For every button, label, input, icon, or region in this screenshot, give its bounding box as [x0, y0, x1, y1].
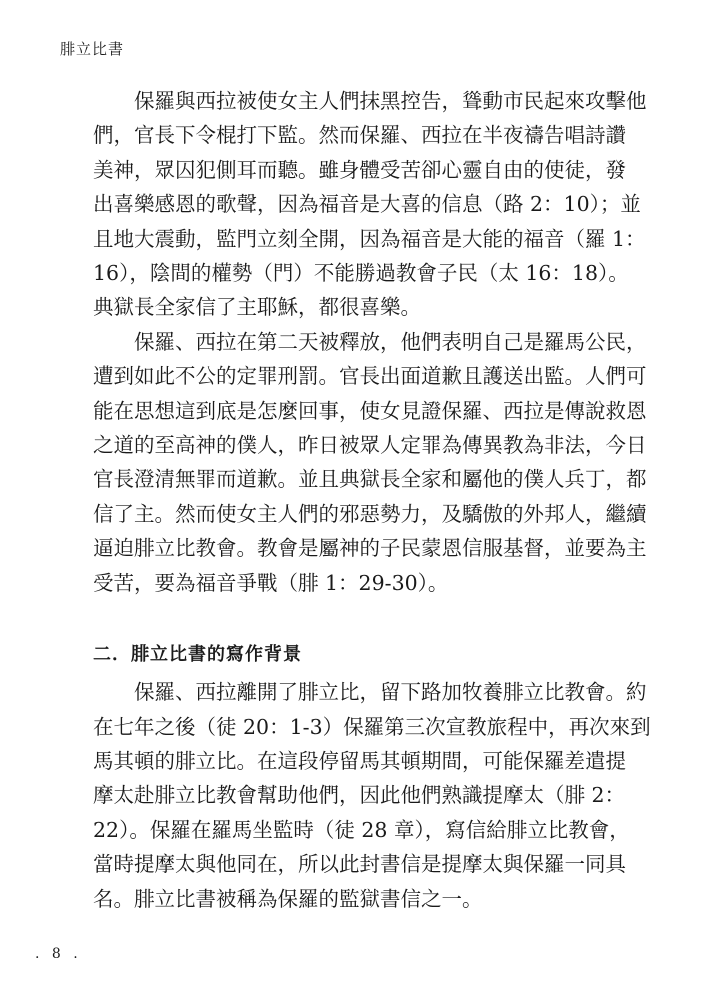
running-header: 腓立比書	[60, 40, 125, 58]
body-paragraph	[93, 325, 647, 600]
text-line: 且地大震動，監門立刻全開，因為福音是大能的福音（羅 1：	[93, 226, 646, 251]
text-line: 遭到如此不公的定罪刑罰。官長出面道歉且護送出監。人們可	[93, 364, 647, 389]
text-line: 保羅與西拉被使女主人們抹黑控告，聳動市民起來攻擊他	[134, 89, 647, 113]
text-line: 典獄長全家信了主耶穌，都很喜樂。	[93, 295, 421, 320]
text-line: 名。腓立比書被稱為保羅的監獄書信之一。	[93, 886, 483, 911]
text-line: 信了主。然而使女主人們的邪惡勢力，及驕傲的外邦人，繼續	[93, 501, 647, 526]
text-line: 摩太赴腓立比教會幫助他們，因此他們熟識提摩太（腓 2：	[93, 783, 626, 808]
text-line: 出喜樂感恩的歌聲，因為福音是大喜的信息（路 2：10）；並	[93, 192, 641, 217]
text-line: 之道的至高神的僕人，昨日被眾人定罪為傳異教為非法，今日	[93, 433, 647, 458]
text-line: 受苦，要為福音爭戰（腓 1：29-30）。	[93, 570, 449, 595]
text-line: 保羅、西拉在第二天被釋放，他們表明自己是羅馬公民，	[134, 329, 647, 354]
text-line: 馬其頓的腓立比。在這段停留馬其頓期間，可能保羅差遣提	[93, 748, 626, 773]
section-heading: 二．腓立比書的寫作背景	[93, 644, 302, 666]
text-line: 官長澄清無罪而道歉。並且典獄長全家和屬他的僕人兵丁，都	[93, 467, 647, 492]
text-line: 在七年之後（徒 20：1-3）保羅第三次宣教旅程中，再次來到	[93, 714, 651, 739]
page-number: . 8 .	[35, 946, 82, 962]
text-line: 16），陰間的權勢（門）不能勝過教會子民（太 16：18）。	[93, 261, 629, 286]
text-line: 能在思想這到底是怎麼回事，使女見證保羅、西拉是傳說救恩	[93, 398, 647, 423]
text-line: 22）。保羅在羅馬坐監時（徒 28 章），寫信給腓立比教會，	[93, 817, 630, 842]
text-line: 逼迫腓立比教會。教會是屬神的子民蒙恩信服基督，並要為主	[93, 536, 647, 561]
body-paragraph	[93, 84, 647, 325]
text-line: 當時提摩太與他同在，所以此封書信是提摩太與保羅一同具	[93, 852, 626, 877]
body-paragraph	[93, 675, 651, 916]
page-body	[93, 84, 651, 916]
text-line: 保羅、西拉離開了腓立比，留下路加牧養腓立比教會。約	[134, 680, 647, 705]
text-line: 們，官長下令棍打下監。然而保羅、西拉在半夜禱告唱詩讚	[93, 123, 626, 148]
text-line: 美神，眾囚犯側耳而聽。雖身體受苦卻心靈自由的使徒，發	[93, 157, 626, 182]
